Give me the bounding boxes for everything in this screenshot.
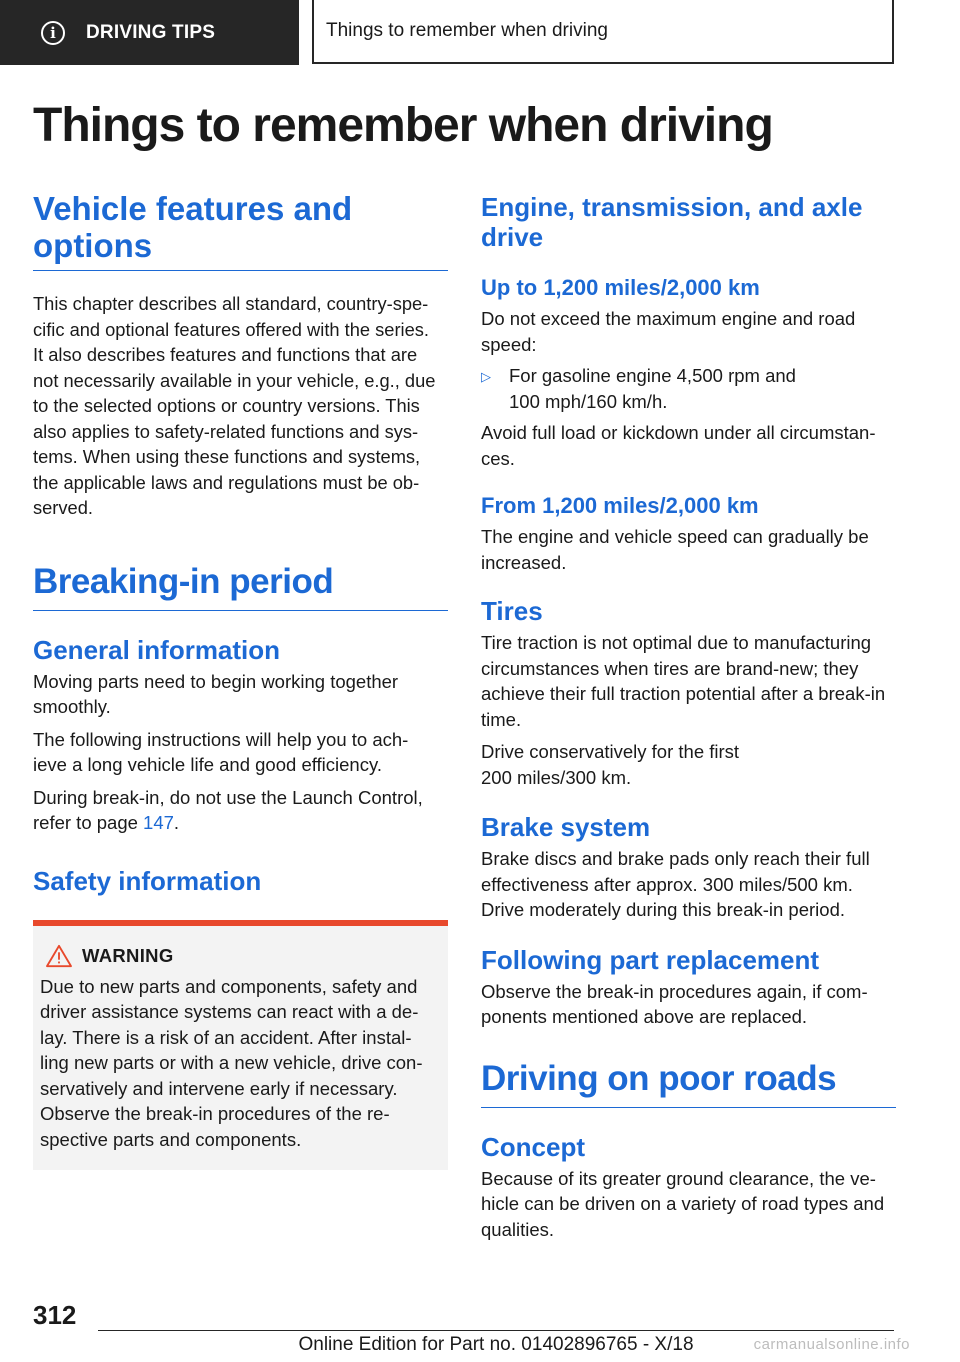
brake-system-p: Brake discs and brake pads only reach their full effectiveness after approx. 300 miles/500 km. Drive moderately during this break-in period. <box>481 848 870 920</box>
warning-text: Due to new parts and components, safety and driver assistance systems can react with a de- lay. There is a risk of an accident. After instal- ling new parts or with a new vehicle, drive con- servatively and intervene early if necessary. Observe the break-in procedures of the re- spective parts and components. <box>40 975 423 1150</box>
concept-heading: Concept <box>481 1131 585 1162</box>
page-link-147[interactable]: 147 <box>143 812 174 833</box>
header-section-label: DRIVING TIPS <box>86 21 216 43</box>
header-topic <box>312 0 894 64</box>
vehicle-features-heading: Vehicle features and options <box>33 190 448 271</box>
page-number: 312 <box>33 1300 77 1330</box>
header-topic-label: Things to remember when driving <box>326 20 608 41</box>
general-information-heading: General information <box>33 634 281 665</box>
tires-heading: Tires <box>481 596 543 626</box>
general-info-p3-end: . <box>173 812 180 833</box>
vehicle-features-body: This chapter describes all standard, country-spe- cific and optional features offered with the series. It also describes features and functions that are not necessarily available in your vehicle, e.g., due to the selected options or country versions. This also applies to safety-related functions and sys- tems. When using these functions and systems, the applicable laws and regulations must be ob- served. <box>33 293 436 518</box>
engine-transmission-heading: Engine, transmission, and axle drive <box>481 192 863 252</box>
footer-divider <box>98 1330 894 1331</box>
left-column <box>33 190 448 1170</box>
warning-header <box>40 944 440 968</box>
driving-poor-roads-heading: Driving on poor roads <box>481 1060 896 1108</box>
up-to-1200-bullet <box>481 363 896 414</box>
up-to-1200-bullet-text: For gasoline engine 4,500 rpm and 100 mph/160 km/h. <box>509 365 796 412</box>
header-section-tab[interactable] <box>0 0 299 65</box>
general-info-p1: Moving parts need to begin working together smoothly. <box>33 670 399 717</box>
general-info-p3 <box>33 785 448 836</box>
up-to-1200-heading: Up to 1,200 miles/2,000 km <box>481 275 760 300</box>
bullet-triangle-icon: ▷ <box>481 369 491 384</box>
from-1200-heading: From 1,200 miles/2,000 km <box>481 493 759 518</box>
breaking-in-heading: Breaking-in period <box>33 563 448 611</box>
right-column <box>481 192 896 1242</box>
warning-label: WARNING <box>82 944 174 966</box>
from-1200-p: The engine and vehicle speed can gradually be increased. <box>481 526 869 573</box>
footer-watermark: carmanualsonline.info <box>753 1336 910 1353</box>
up-to-1200-p1: Do not exceed the maximum engine and road speed: <box>481 308 856 355</box>
following-part-replacement-p: Observe the break-in procedures again, if com- ponents mentioned above are replaced. <box>481 980 868 1027</box>
tires-p2: Drive conservatively for the first 200 miles/300 km. <box>481 741 740 788</box>
general-info-p2: The following instructions will help you to ach- ieve a long vehicle life and good efficiency. <box>33 728 409 775</box>
tires-p1: Tire traction is not optimal due to manufacturing circumstances when tires are brand-new; they achieve their full traction potential after a break-in time. <box>481 632 886 730</box>
page-title: Things to remember when driving <box>33 99 773 152</box>
footer-edition: Online Edition for Part no. 01402896765 - X/18 <box>298 1334 694 1355</box>
general-info-p3-text: During break-in, do not use the Launch Control, refer to page <box>33 786 423 833</box>
warning-triangle-icon <box>44 944 74 968</box>
info-icon: i <box>41 21 65 45</box>
brake-system-heading: Brake system <box>481 812 651 842</box>
concept-p: Because of its greater ground clearance, the ve- hicle can be driven on a variety of road types and qualities. <box>481 1167 885 1240</box>
up-to-1200-p2: Avoid full load or kickdown under all circumstan- ces. <box>481 422 876 469</box>
safety-information-heading: Safety information <box>33 865 262 896</box>
warning-box <box>33 920 448 1171</box>
following-part-replacement-heading: Following part replacement <box>481 944 820 975</box>
